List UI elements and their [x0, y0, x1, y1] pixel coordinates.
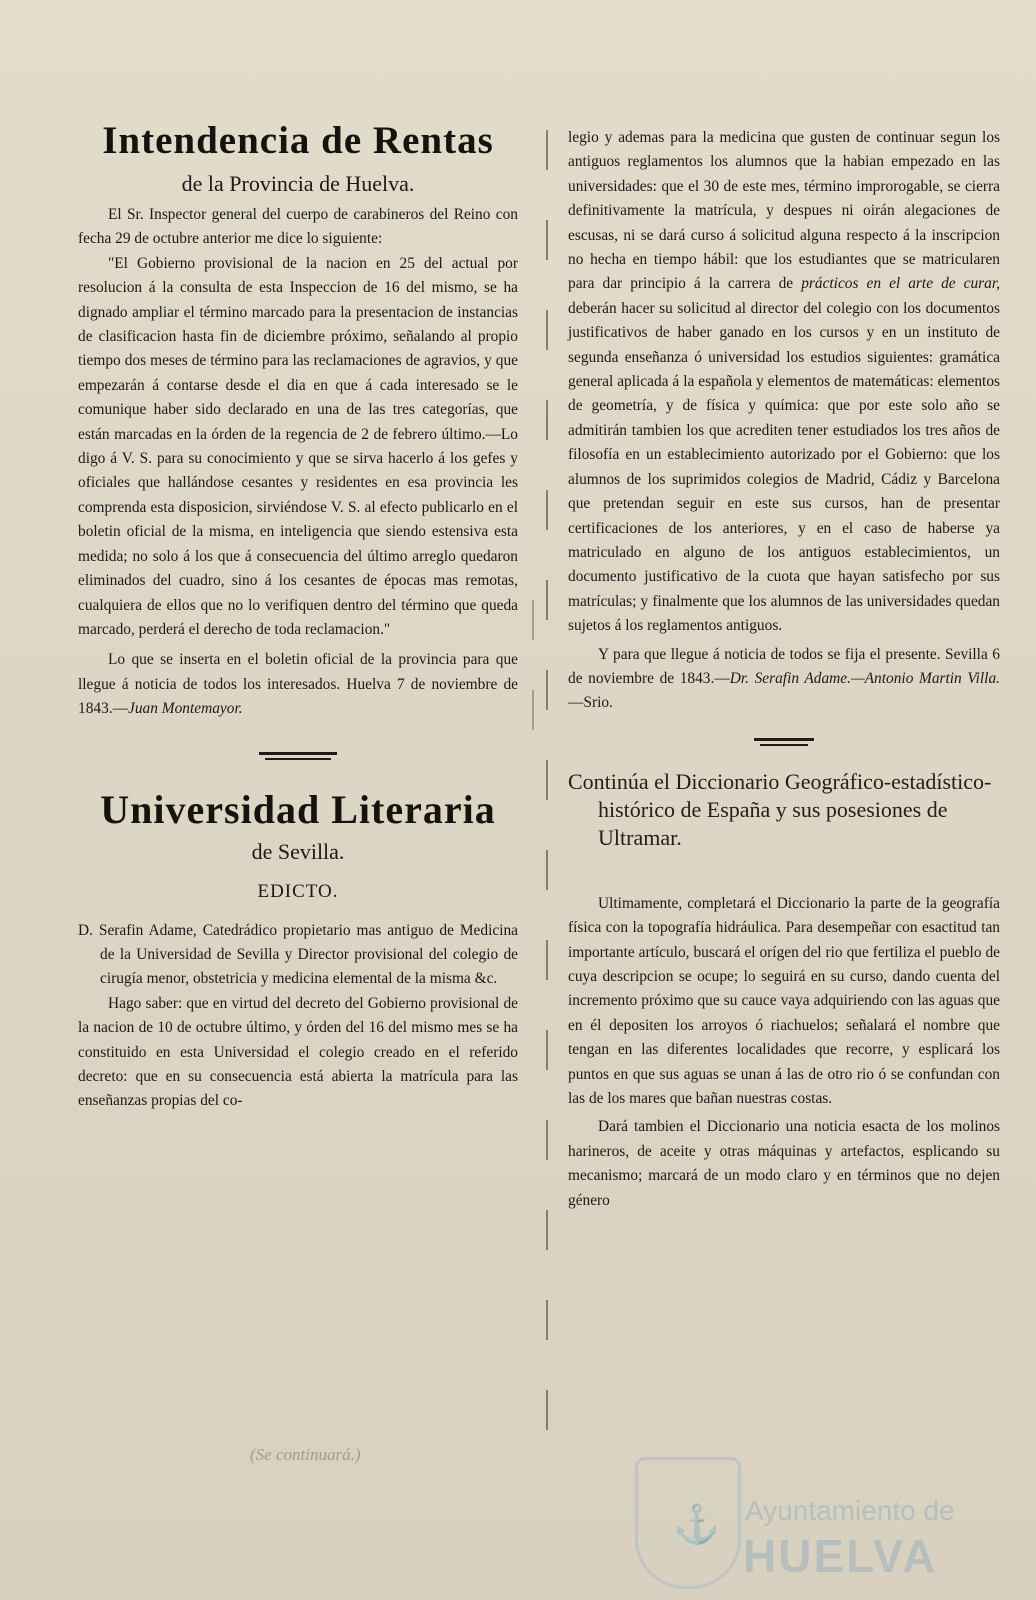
intendencia-paragraph-1: El Sr. Inspector general del cuerpo de carabineros del Reino con fecha 29 de octubre anterior me dice lo siguiente: [78, 206, 518, 248]
column-divider [546, 130, 548, 1450]
diccionario-heading: Continúa el Diccionario Geográfico-estadístico-histórico de España y sus posesiones de Ultramar. [568, 768, 992, 850]
watermark [615, 1455, 1025, 1595]
edicto-continuation-b: deberán hacer su solicitud al director del colegio con los documentos justificativos de haber ganado en los cursos y en un instituto de segunda enseñanza ó universidad los estudios siguientes: gramática general aplicada á la española y elementos de matemáticas: elementos de geometría, y de física y química: que por este solo año se admitirán tambien los que acrediten tener estudiados los tres años de filosofía en un establecimiento autorizado por el Gobierno: que los alumnos de los suprimidos colegios de Madrid, Cádiz y Barcelona que pretendan seguir en este sus cursos, han de presentar certificaciones de los anteriores, y en el caso de haberse ya matriculado en alguno de los antiguos establecimientos, un documento justificativo de la cuota que hayan satisfecho por sus matrículas; y finalmente que los alumnos de las universidades quedan sujetos á los reglamentos antiguos. [568, 299, 1000, 635]
edicto-continuation-italic: prácticos en el arte de curar, [801, 275, 1000, 293]
column-divider-secondary [532, 600, 534, 740]
edicto-intro: D. Serafin Adame, Catedrádico propietario mas antiguo de Medicina de la Universidad de Sevilla y Director provisional del colegio de cirugía menor, obstetricia y medicina elemental de la misma &c. [78, 921, 518, 988]
intendencia-subtitle: de la Provincia de Huelva. [181, 171, 415, 196]
diccionario-paragraph-2: Dará tambien el Diccionario una noticia esacta de los molinos harineros, de aceite y otras máquinas y artefactos, esplicando su mecanismo; marcará de un modo claro y en términos que no dejen género [568, 1118, 1000, 1209]
anchor-icon: ⚓ [673, 1504, 721, 1546]
section-divider-right [754, 738, 814, 746]
edicto-body: Hago saber: que en virtud del decreto del Gobierno provisional de la nacion de 10 de octubre último, y órden del 16 del mismo mes se ha constituido en esta Universidad el colegio creado en el referido decreto: que en su consecuencia está abierta la matrícula para las enseñanzas propias del co- [78, 994, 518, 1110]
left-column [78, 0, 518, 1114]
watermark-line-1: Ayuntamiento de [745, 1495, 955, 1526]
right-column [568, 0, 1000, 1213]
edicto-continuation [568, 126, 1000, 639]
section-divider [259, 752, 337, 760]
universidad-subtitle: de Sevilla. [251, 838, 345, 864]
intendencia-closing [78, 648, 518, 721]
edicto-continuation-a: legio y ademas para la medicina que gusten de continuar segun los antiguos reglamentos los alumnos que la habian empezado en las universidades: que el 30 de este mes, término improrogable, se cierra definitivamente la matrícula, y despues ni oirán alegaciones de escusas, ni se dará curso á solicitud alguna respecto á la inscripcion no hecha en tiempo hábil: que los estudiantes que se matricularen para dar principio á la carrera de [568, 129, 1000, 293]
continuation-note: (Se continuará.) [250, 1445, 361, 1464]
edicto-heading: EDICTO. [257, 880, 339, 902]
intendencia-closing-text: Lo que se inserta en el boletin oficial de la provincia para que llegue á noticia de todos los interesados. Huelva 7 de noviembre de 1843.— [78, 651, 518, 718]
watermark-line-2: HUELVA [743, 1530, 938, 1582]
edicto-signature: Dr. Serafin Adame.—Antonio Martin Villa. [729, 669, 1000, 687]
universidad-title: Universidad Literaria [100, 786, 496, 832]
intendencia-paragraph-2: "El Gobierno provisional de la nacion en 25 del actual por resolucion á la consulta de esta Inspeccion de 16 del mismo, se ha dignado ampliar el término marcado para la presentacion de instancias de clasificacion hasta fin de diciembre próximo, señalando al propio tiempo dos meses de término para las reclamaciones de agravios, y que empezarán á contarse desde el dia en que á cada interesado se le comunique haber sido declarado en una de las tres categorías, que están marcadas en la órden de la regencia de 2 de febrero último.—Lo digo á V. S. para su conocimiento y que se sirva hacerlo á los gefes y oficiales que hallándose cesantes y residentes en esa provincia les comprenda esta disposicion, sirviéndose V. S. al efecto publicarlo en el boletin oficial de la misma, en inteligencia que siendo estensiva esta medida; no solo á los que á consecuencia del último arreglo quedaron eliminados del cuadro, sino á los cesantes de épocas mas remotas, cualquiera de ellos que no lo verifiquen dentro del término que queda marcado, perderá el derecho de toda reclamacion." [78, 254, 518, 638]
intendencia-title: Intendencia de Rentas [102, 119, 494, 162]
edicto-closing [568, 643, 1000, 716]
diccionario-paragraph-1: Ultimamente, completará el Diccionario la parte de la geografía física con la topografía hidráulica. Para desempeñar con esactitud tan importante artículo, buscará el orígen del rio que fertiliza el pueblo de cuya descripcion se ocupe; lo seguirá en su curso, dando cuenta del incremento próximo que su cauce vaya adquiriendo con las aguas que en él depositen los arroyos ó riachuelos; señalará el nombre que tengan en las diferentes localidades que recorre, y esplicará los puntos en que sus aguas se unan á las de otro rio ó se confundan con las de los mares que bañan nuestras costas. [568, 894, 1000, 1107]
intendencia-signature: Juan Montemayor. [128, 700, 243, 718]
edicto-signature-role: —Srio. [568, 694, 613, 712]
edicto-closing-text: Y para que llegue á noticia de todos se fija el presente. Sevilla 6 de noviembre de 1843.— [568, 645, 1000, 687]
